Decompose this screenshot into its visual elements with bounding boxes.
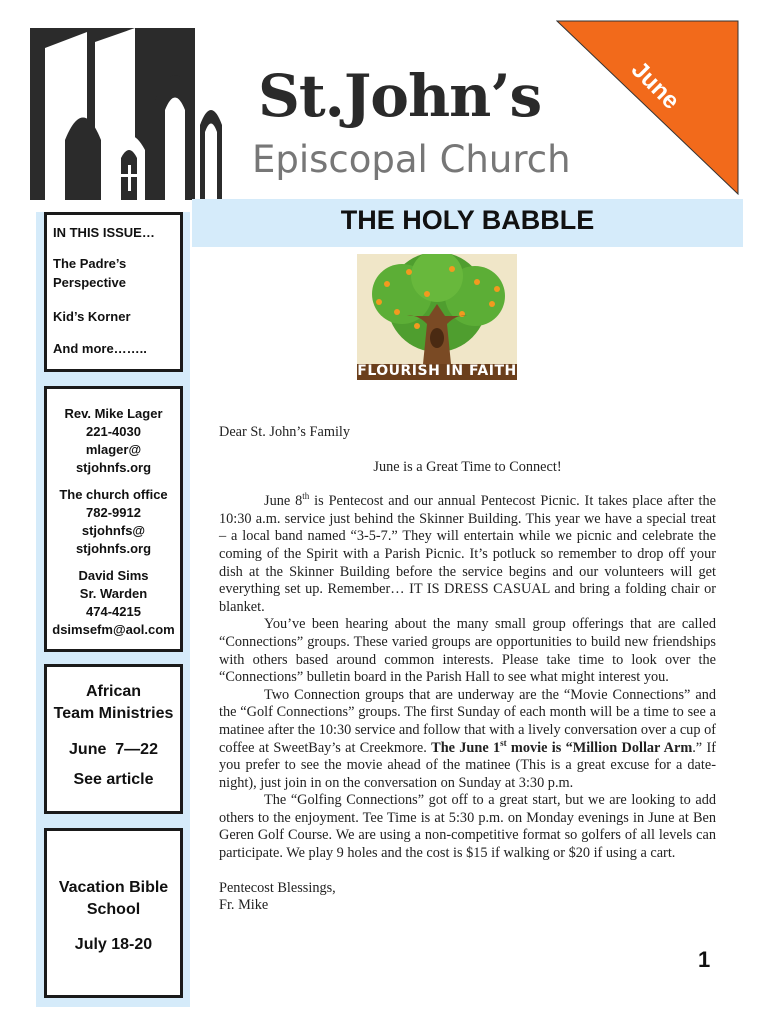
text-run: .” If you prefer to see the movie ahead of the matinee (This is a great excuse for a date-night), just join in on the conversation on Sunday at 3:30 p.m.	[219, 739, 716, 791]
letter-paragraph-4: The “Golfing Connections” got off to a great start, but we are looking to add others to the enjoyment. Tee Time is at 5:30 p.m. on Monday evenings in June at Ben Geren Golf Course. We are using a non-competitive format so golfers of all levels can participate. We play 9 holes and the cost is $15 if walking or $20 if using a cart.	[219, 792, 716, 862]
contact-line: Sr. Warden	[79, 586, 148, 601]
contact-line: 221-4030	[86, 424, 141, 439]
contact-rector	[47, 405, 180, 477]
superscript: st	[500, 737, 507, 748]
letter-greeting: Dear St. John’s Family	[219, 424, 351, 440]
contact-line: stjohnfs@	[81, 523, 146, 538]
issue-item-kids-korner: Kid’s Korner	[53, 309, 131, 324]
vbs-title-line2: School	[86, 901, 141, 918]
letter-closing: Pentecost Blessings,	[219, 879, 336, 896]
contact-line: dsimsefm@aol.com	[52, 622, 175, 637]
vbs-title-line1: Vacation Bible	[58, 879, 169, 896]
bold-run: movie is “Million Dollar Arm	[506, 739, 693, 756]
newsletter-title: THE HOLY BABBLE	[340, 205, 595, 235]
contact-church-office	[47, 486, 180, 558]
letter-body	[219, 424, 716, 915]
african-ministries-box	[44, 664, 183, 814]
vacation-bible-school-box	[44, 828, 183, 998]
african-dates: June 7—22	[69, 741, 158, 758]
letter-paragraph-2: You’ve been hearing about the many small group offerings that are called “Connections” groups. These varied groups are opportunities to build new friendships with others based around common interests. Please take time to look over the “Connections” bulletin board in the Parish Hall to see what might interest you.	[219, 616, 716, 686]
page-number: 1	[698, 947, 711, 972]
month-label: June	[625, 56, 685, 115]
contact-line: David Sims	[78, 568, 149, 583]
contact-senior-warden	[47, 567, 180, 639]
image-caption: FLOURISH IN FAITH	[357, 363, 517, 379]
month-corner-banner	[556, 20, 739, 195]
letter-signature: Fr. Mike	[219, 897, 269, 914]
superscript: th	[302, 491, 310, 502]
contacts-box	[44, 386, 183, 652]
text-run: June 8	[264, 493, 303, 510]
contact-line: 474-4215	[86, 604, 141, 619]
african-note: See article	[73, 771, 154, 788]
flourish-tree-image	[357, 254, 517, 380]
african-title-line1: African	[85, 683, 142, 700]
vbs-dates: July 18-20	[74, 936, 153, 953]
text-run: is Pentecost and our annual Pentecost Picnic. It takes place after the 10:30 a.m. service just behind the Skinner Building. This year we have a special treat – a local band named “3-5-7.” They will entertain while we picnic and celebrate the coming of the Spirit with a Parish Picnic. It’s potluck so remember to drop off your dish at the Skinner Building before the service begins and our volunteers will get everything set up. Remember… IT IS DRESS CASUAL and bring a folding chair or blanket.	[219, 493, 716, 615]
church-logo-graphic	[25, 20, 257, 204]
issue-item-padres-perspective: The Padre’s Perspective	[53, 256, 127, 290]
african-title-line2: Team Ministries	[53, 705, 174, 722]
contact-line: 782-9912	[86, 505, 141, 520]
church-subtitle: Episcopal Church	[252, 138, 571, 181]
contact-line: mlager@	[85, 442, 142, 457]
issue-item-and-more: And more……..	[53, 341, 147, 356]
contact-line: stjohnfs.org	[75, 541, 152, 556]
letter-paragraph-1	[219, 493, 716, 616]
letter-paragraph-3	[219, 687, 716, 793]
contact-line: stjohnfs.org	[75, 460, 152, 475]
contact-line: Rev. Mike Lager	[64, 406, 163, 421]
contact-line: The church office	[59, 487, 168, 502]
church-name: St.John’s	[258, 62, 542, 130]
in-this-issue-box	[44, 212, 183, 372]
bold-run: The June 1	[431, 739, 501, 756]
in-this-issue-heading: IN THIS ISSUE…	[53, 225, 155, 240]
letter-subject: June is a Great Time to Connect!	[373, 458, 562, 475]
text-run: Two Connection groups that are underway are the “Movie Connections” and the “Golf Connections” groups. The first Sunday of each month will be a time to see a matinee after the 10:30 service and follow that with a lively conversation over a cup of coffee at SweetBay’s at Creekmore.	[219, 686, 716, 756]
